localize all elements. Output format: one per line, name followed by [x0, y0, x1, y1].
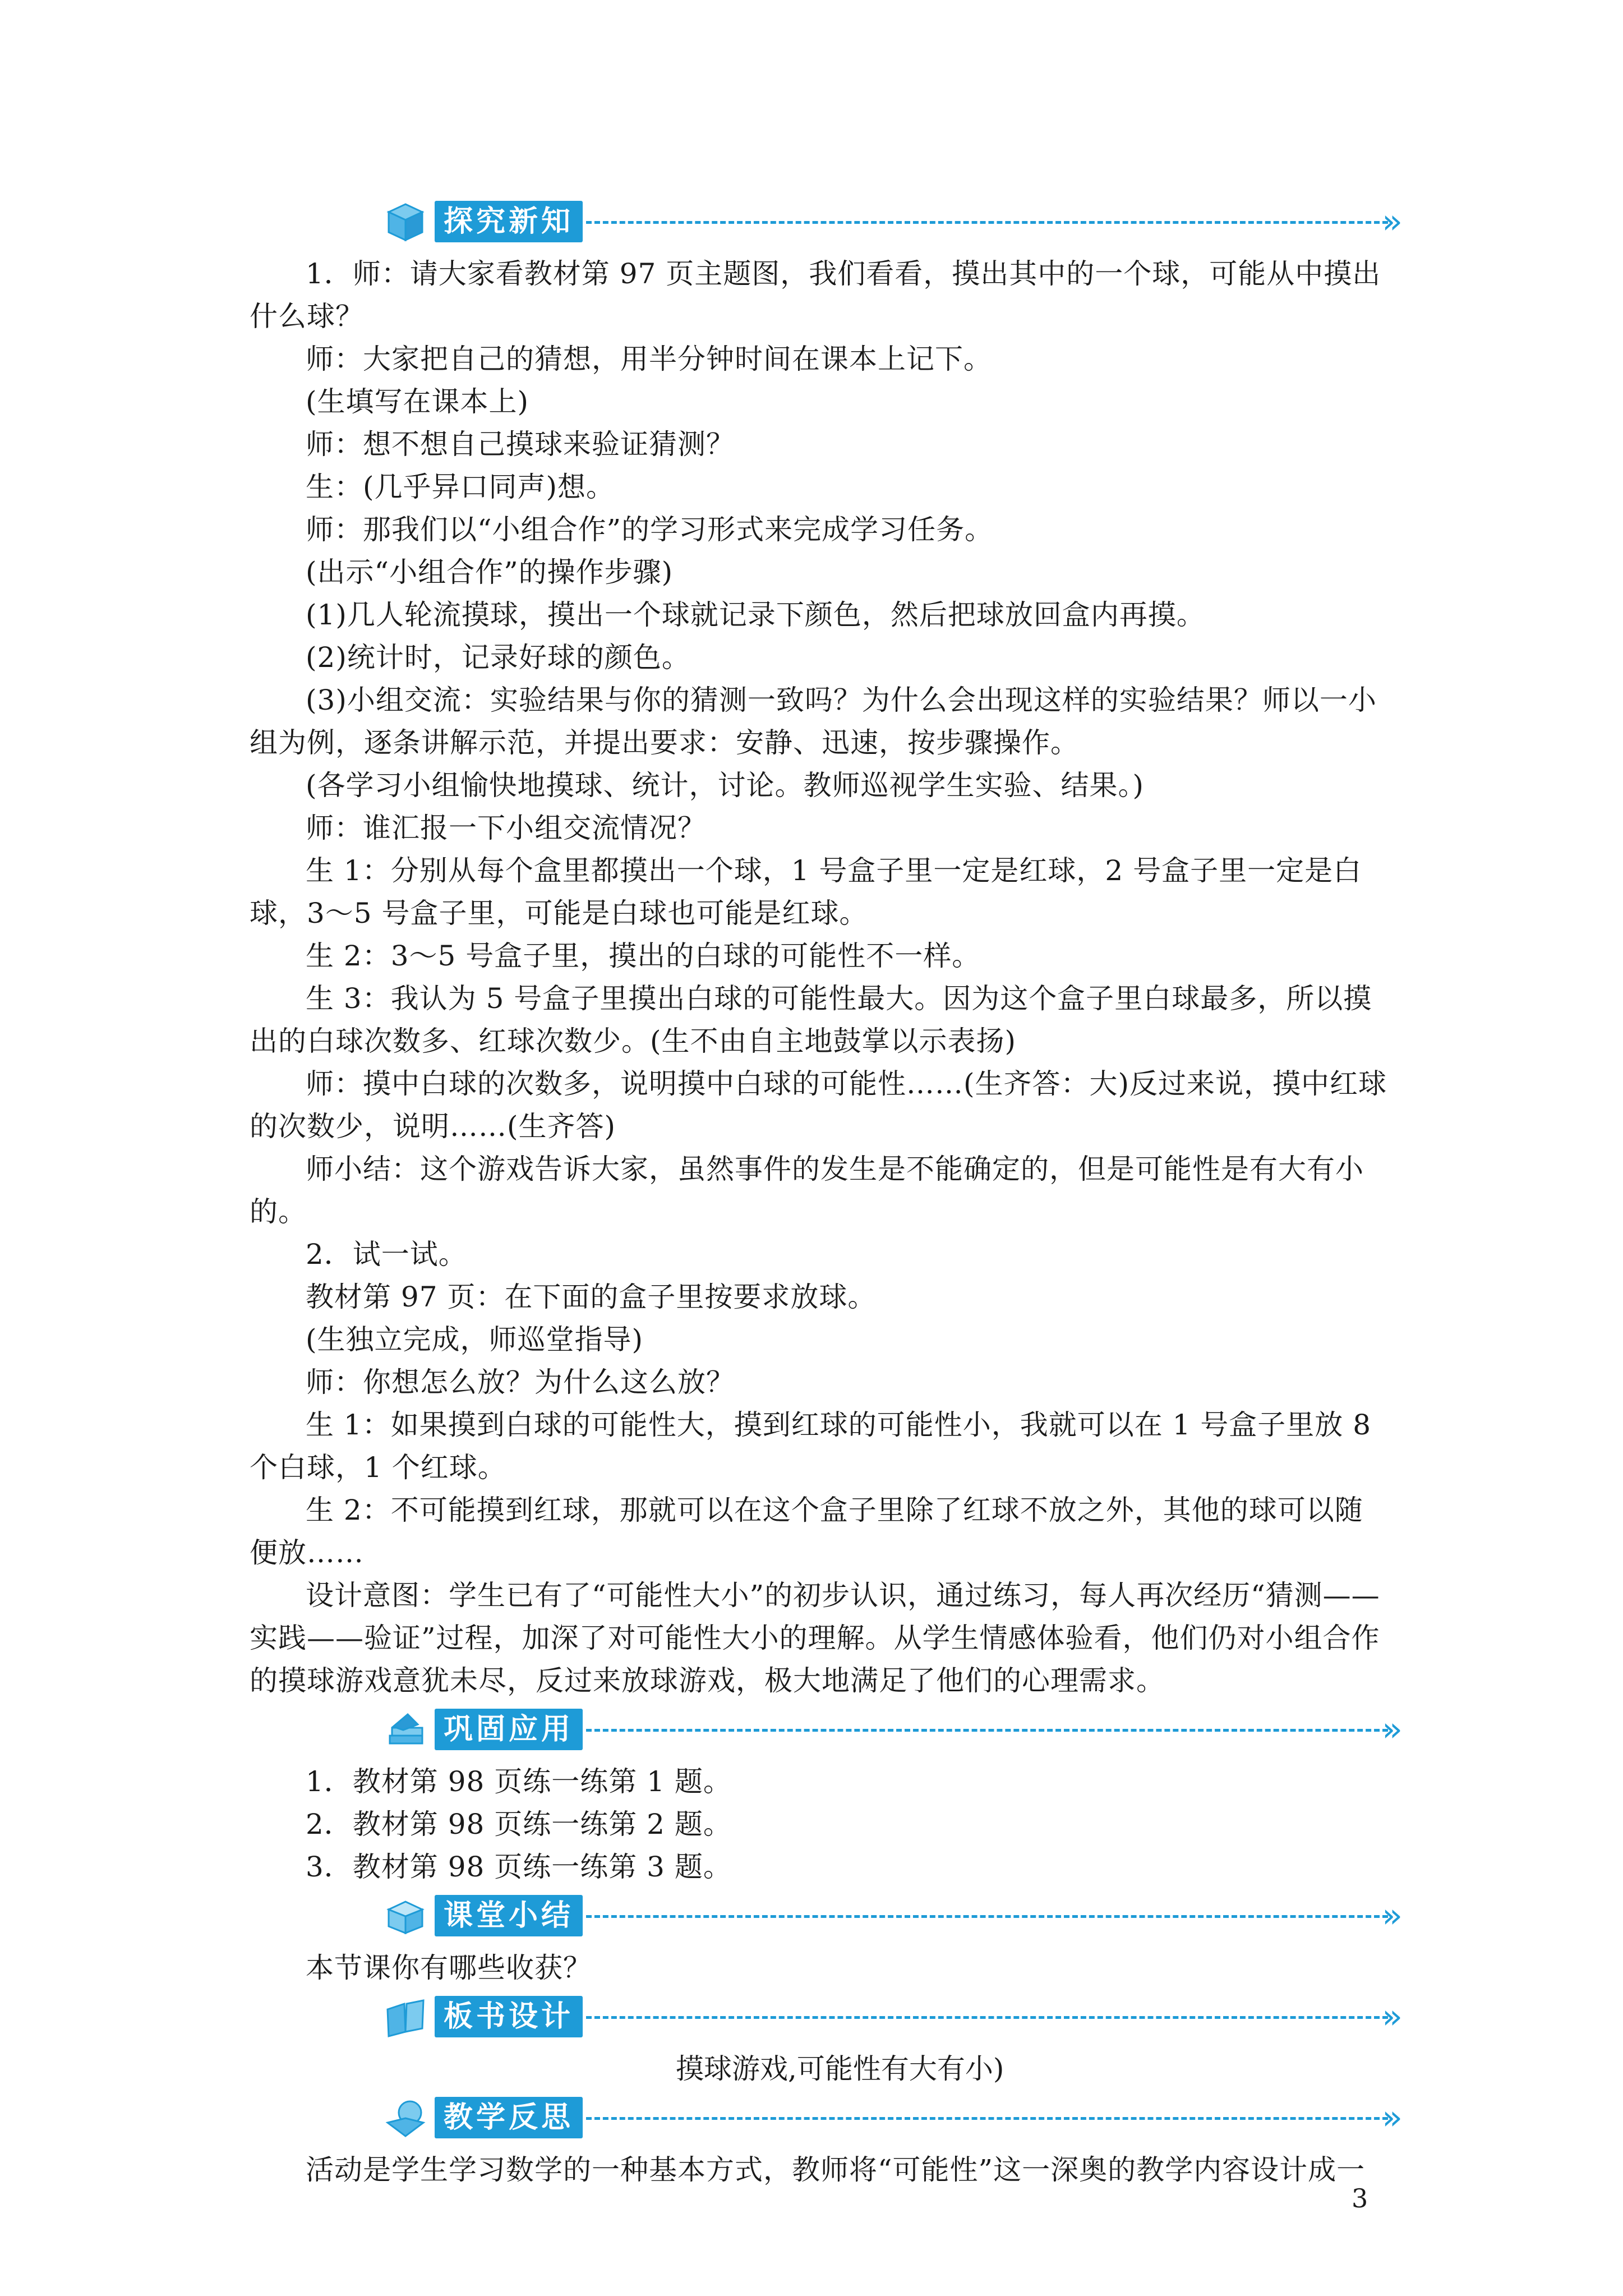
paragraph: 师：大家把自己的猜想，用半分钟时间在课本上记下。 — [306, 343, 992, 375]
section-header-board — [250, 1991, 1403, 2043]
paragraph: (生填写在课本上) — [306, 385, 529, 418]
paragraph: 2．试一试。 — [306, 1238, 467, 1271]
paragraph: 师小结：这个游戏告诉大家，虽然事件的发生是不能确定的，但是可能性是有大有小的。 — [250, 1153, 1364, 1228]
dashed-divider — [586, 1729, 1388, 1732]
paragraph: 本节课你有哪些收获？ — [306, 1952, 592, 1984]
page-content — [250, 194, 1403, 2191]
paragraph: (各学习小组愉快地摸球、统计，讨论。教师巡视学生实验、结果。) — [306, 769, 1145, 802]
paragraph: 生 2：3～5 号盒子里，摸出的白球的可能性不一样。 — [306, 940, 981, 972]
section-title: 课堂小结 — [435, 1895, 583, 1936]
dashed-divider — [586, 2117, 1388, 2120]
paragraph: 设计意图：学生已有了“可能性大小”的初步认识，通过练习，每人再次经历“猜测——实践——验证”过程，加深了对可能性大小的理解。从学生情感体验看，他们仍对小组合作的摸球游戏意犹未尽，反过来放球游戏，极大地满足了他们的心理需求。 — [250, 1579, 1380, 1697]
paragraph: 师：那我们以“小组合作”的学习形式来完成学习任务。 — [306, 513, 994, 546]
cube-icon — [383, 200, 428, 245]
section-header-practice — [250, 1704, 1403, 1756]
books-icon — [383, 1708, 428, 1752]
dashed-divider — [586, 221, 1388, 224]
double-chevron-icon: » — [1382, 202, 1403, 241]
double-chevron-icon: » — [1382, 2098, 1403, 2137]
paragraph: 教材第 97 页：在下面的盒子里按要求放球。 — [306, 1281, 877, 1313]
page-number: 3 — [1352, 2183, 1368, 2214]
section-title: 巩固应用 — [435, 1709, 583, 1750]
paragraph: 生 2：不可能摸到红球，那就可以在这个盒子里除了红球不放之外，其他的球可以随便放…… — [250, 1494, 1363, 1569]
paragraph: 1．师：请大家看教材第 97 页主题图，我们看看，摸出其中的一个球，可能从中摸出什么球？ — [250, 257, 1381, 333]
paragraph: 活动是学生学习数学的一种基本方式，教师将“可能性”这一深奥的教学内容设计成一 — [306, 2154, 1366, 2186]
paragraph: 3．教材第 98 页练一练第 3 题。 — [306, 1851, 732, 1883]
dashed-divider — [586, 2016, 1388, 2019]
paragraph: 师：想不想自己摸球来验证猜测？ — [306, 428, 735, 461]
double-chevron-icon: » — [1382, 1710, 1403, 1749]
section-title: 教学反思 — [435, 2097, 583, 2138]
paragraph: 师：你想怎么放？为什么这么放？ — [306, 1366, 735, 1398]
open-book-icon — [383, 1995, 428, 2040]
paragraph: 师：谁汇报一下小组交流情况？ — [306, 812, 706, 844]
book-icon — [383, 1894, 428, 1939]
double-chevron-icon: » — [1382, 1997, 1403, 2036]
double-chevron-icon: » — [1382, 1896, 1403, 1935]
section-title: 板书设计 — [435, 1996, 583, 2037]
paragraph: (生独立完成，师巡堂指导) — [306, 1323, 644, 1356]
paragraph: (2)统计时，记录好球的颜色。 — [306, 641, 690, 674]
section-header-reflection — [250, 2092, 1403, 2144]
paragraph: 生 1：分别从每个盒里都摸出一个球，1 号盒子里一定是红球，2 号盒子里一定是白球，3～5 号盒子里，可能是白球也可能是红球。 — [250, 854, 1362, 930]
section-header-summary — [250, 1890, 1403, 1942]
paragraph: (出示“小组合作”的操作步骤) — [306, 556, 674, 588]
dashed-divider — [586, 1915, 1388, 1918]
globe-book-icon — [383, 2096, 428, 2141]
paragraph: 2．教材第 98 页练一练第 2 题。 — [306, 1808, 732, 1841]
paragraph: 生 3：我认为 5 号盒子里摸出白球的可能性最大。因为这个盒子里白球最多，所以摸出的白球次数多、红球次数少。(生不由自主地鼓掌以示表扬) — [250, 982, 1372, 1057]
paragraph: 生：(几乎异口同声)想。 — [306, 471, 615, 503]
board-content: 摸球游戏,可能性有大有小) — [676, 2053, 1004, 2085]
paragraph: (1)几人轮流摸球，摸出一个球就记录下颜色，然后把球放回盒内再摸。 — [306, 599, 1205, 631]
paragraph: (3)小组交流：实验结果与你的猜测一致吗？为什么会出现这样的实验结果？师以一小组为例，逐条讲解示范，并提出要求：安静、迅速，按步骤操作。 — [250, 684, 1377, 759]
paragraph: 师：摸中白球的次数多，说明摸中白球的可能性……(生齐答：大)反过来说，摸中红球的次数少，说明……(生齐答) — [250, 1068, 1387, 1143]
section-title: 探究新知 — [435, 201, 583, 242]
paragraph: 1．教材第 98 页练一练第 1 题。 — [306, 1765, 732, 1798]
section-header-explore — [250, 196, 1403, 248]
paragraph: 生 1：如果摸到白球的可能性大，摸到红球的可能性小，我就可以在 1 号盒子里放 8 个白球，1 个红球。 — [250, 1409, 1372, 1484]
